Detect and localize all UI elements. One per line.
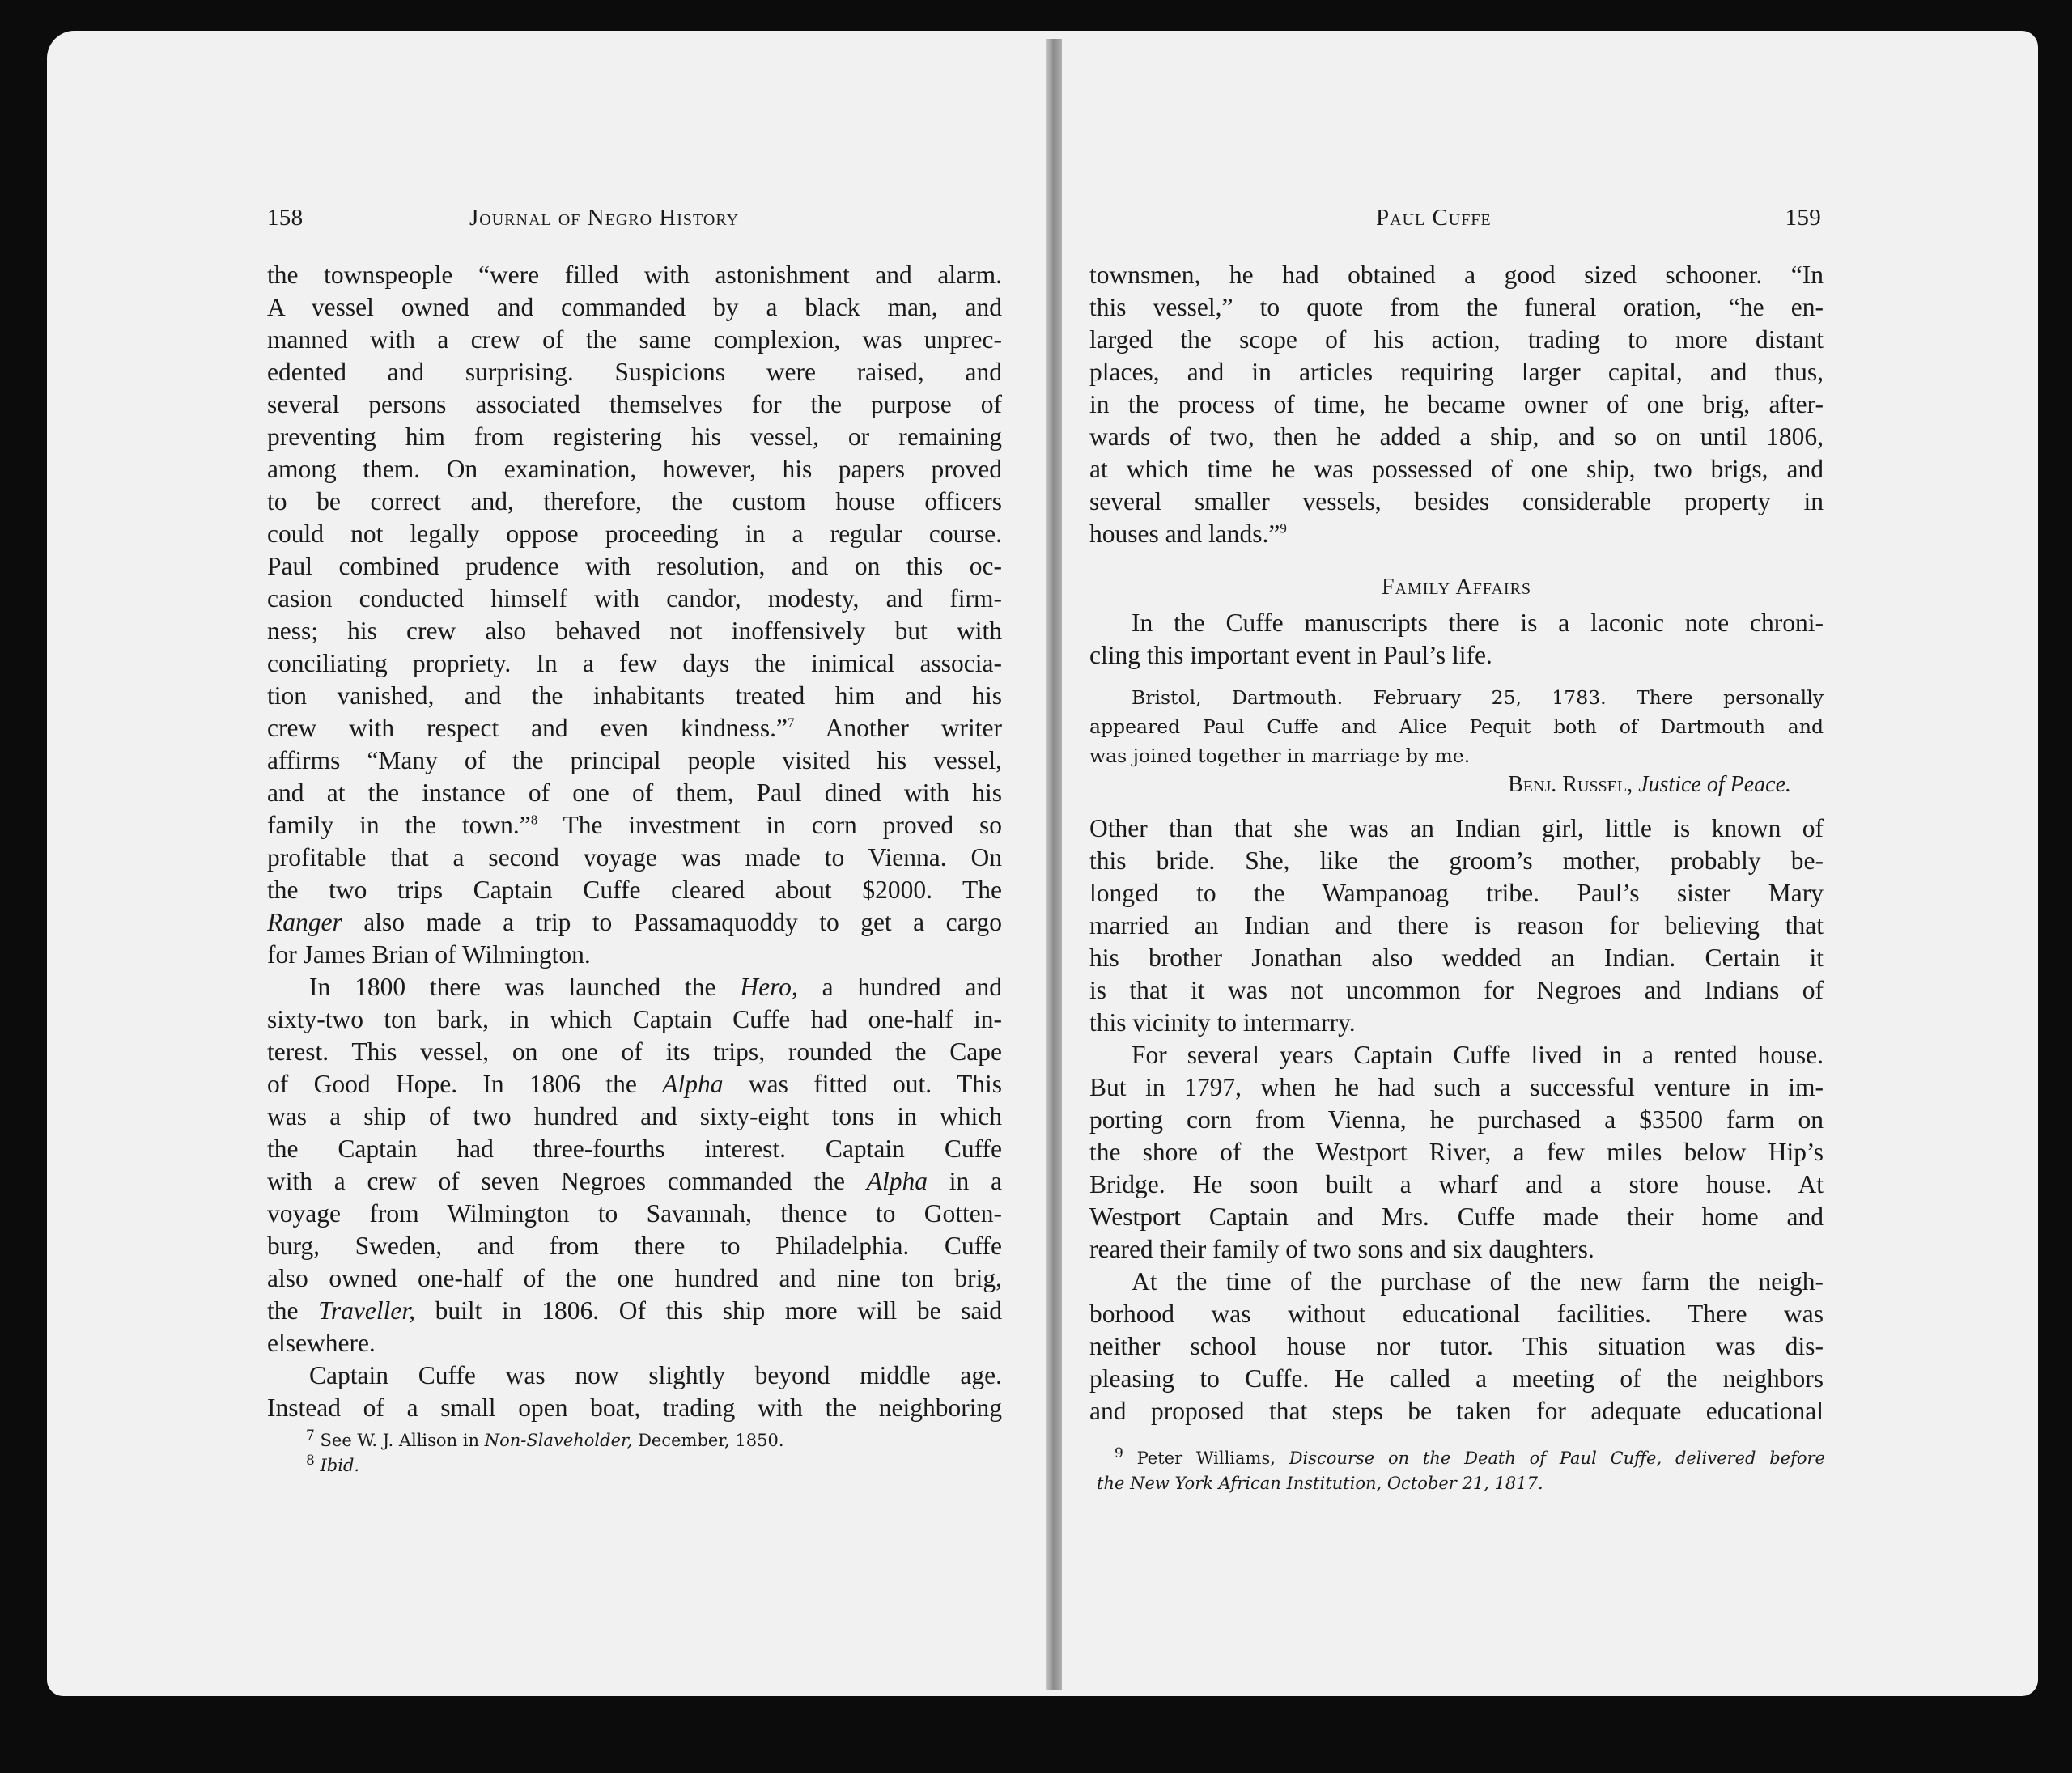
text-line: In the Cuffe manuscripts there is a laconic note chroni- [1132, 609, 1824, 637]
text-line: the shore of the Westport River, a few miles below Hip’s [1089, 1138, 1824, 1166]
text-line: voyage from Wilmington to Savannah, thence to Gotten- [267, 1199, 1002, 1228]
text-line: wards of two, then he added a ship, and so on until 1806, [1089, 422, 1824, 451]
text-line: the townspeople “were filled with astonishment and alarm. [267, 261, 1002, 289]
text-line [267, 809, 1002, 842]
text-line: terest. This vessel, on one of its trips, rounded the Cape [267, 1037, 1002, 1066]
text-line: sixty-two ton bark, in which Captain Cuffe had one-half in- [267, 1005, 1002, 1033]
text-line: townsmen, he had obtained a good sized schooner. “In [1089, 261, 1824, 289]
footnote-mark: 7 [306, 1427, 315, 1444]
text-line: several smaller vessels, besides considerable property in [1089, 487, 1824, 515]
signature-name: Benj. Russel, [1508, 772, 1633, 797]
text-line: neither school house nor tutor. This situation was dis- [1089, 1332, 1824, 1360]
text-line: for James Brian of Wilmington. [267, 940, 591, 969]
text-line [267, 971, 1002, 1003]
text-line: the two trips Captain Cuffe cleared about $2000. The [267, 876, 1002, 904]
text-line: Other than that she was an Indian girl, little is known of [1089, 814, 1824, 842]
line-text: family in the town.” [267, 811, 531, 839]
ship-name: Traveller, [318, 1296, 416, 1325]
section-heading: Family Affairs [1381, 575, 1532, 600]
letter-line: was joined together in marriage by me. [1089, 744, 1471, 767]
left-body [267, 259, 1002, 1424]
text-line [267, 1068, 1002, 1101]
text-line [267, 1165, 1002, 1198]
text-line: Westport Captain and Mrs. Cuffe made their home and [1089, 1203, 1824, 1231]
text-line: elsewhere. [267, 1329, 376, 1357]
footnote-text: See W. J. Allison in [320, 1431, 485, 1450]
text-line: porting corn from Vienna, he purchased a $3500 farm on [1089, 1105, 1824, 1134]
text-line: ness; his crew also behaved not inoffensively but with [267, 617, 1002, 645]
text-line: profitable that a second voyage was made to Vienna. On [267, 843, 1002, 872]
text-line: conciliating propriety. In a few days the inimical associa- [267, 649, 1002, 677]
text-line: Bridge. He soon built a wharf and a store house. At [1089, 1170, 1824, 1198]
ship-name: Alpha [662, 1070, 724, 1098]
footnote-9 [1097, 1446, 1825, 1496]
line-text: built in 1806. Of this ship more will be said [415, 1296, 1002, 1325]
text-line: longed to the Wampanoag tribe. Paul’s sister Mary [1089, 879, 1824, 907]
footnote-mark: 8 [306, 1453, 315, 1469]
footnote-line [1097, 1446, 1825, 1471]
text-line: burg, Sweden, and from there to Philadelphia. Cuffe [267, 1232, 1002, 1260]
footnote-ref-9[interactable]: 9 [1280, 520, 1287, 537]
book-spine [1046, 39, 1062, 1690]
line-text: also made a trip to Passamaquoddy to get a cargo [342, 908, 1002, 936]
footnote-7 [306, 1428, 1002, 1453]
text-line: in the process of time, he became owner of one brig, after- [1089, 390, 1824, 418]
text-line: the Captain had three-fourths interest. Captain Cuffe [267, 1135, 1002, 1163]
text-line: to be correct and, therefore, the custom house officers [267, 487, 1002, 515]
text-line: several persons associated themselves for the purpose of [267, 390, 1002, 418]
line-text: crew with respect and even kindness.” [267, 714, 788, 742]
text-line: For several years Captain Cuffe lived in a rented house. [1132, 1041, 1824, 1069]
page-number-left: 158 [267, 205, 304, 231]
text-line: casion conducted himself with candor, modesty, and firm- [267, 584, 1002, 613]
text-line: Paul combined prudence with resolution, and on this oc- [267, 552, 1002, 580]
letter-line: appeared Paul Cuffe and Alice Pequit both of Dartmouth and [1089, 715, 1824, 738]
line-text: Another writer [825, 714, 1002, 742]
signature [1089, 770, 1824, 801]
paragraph [1089, 812, 1824, 1427]
line-text: a hundred and [797, 973, 1002, 1001]
line-text: The investment in corn proved so [563, 811, 1003, 839]
left-footnotes [306, 1428, 1002, 1478]
text-line: this vicinity to intermarry. [1089, 1008, 1356, 1037]
text-line: at which time he was possessed of one ship, two brigs, and [1089, 455, 1824, 483]
ship-name: Ranger [267, 908, 342, 936]
footnote-title: the New York African Institution, October 21, 1817. [1097, 1474, 1543, 1493]
text-line: places, and in articles requiring larger capital, and thus, [1089, 358, 1824, 386]
text-line [267, 712, 1002, 744]
article-title: Paul Cuffe [1376, 205, 1492, 231]
left-running-header [267, 205, 805, 237]
text-line: tion vanished, and the inhabitants treated him and his [267, 681, 1002, 710]
text-line: Instead of a small open boat, trading with the neighboring [267, 1393, 1002, 1422]
footnote-8 [306, 1453, 1002, 1478]
page-number-right: 159 [1785, 205, 1821, 231]
text-line: reared their family of two sons and six daughters. [1089, 1235, 1594, 1263]
journal-title: Journal of Negro History [469, 205, 740, 231]
marriage-record [1089, 683, 1824, 801]
text-line: married an Indian and there is reason for believing that [1089, 911, 1824, 940]
signature-title: Justice of Peace. [1638, 772, 1791, 797]
right-body [1089, 259, 1824, 1427]
text-line [267, 1295, 1002, 1327]
text-line: pleasing to Cuffe. He called a meeting of the neighbors [1089, 1364, 1824, 1393]
letter-line: Bristol, Dartmouth. February 25, 1783. There personally [1132, 686, 1824, 709]
line-text: was fitted out. This [723, 1070, 1002, 1098]
text-line: and proposed that steps be taken for adequate educational [1089, 1397, 1824, 1425]
footnote-title: Non-Slaveholder, [484, 1431, 633, 1450]
text-line: Captain Cuffe was now slightly beyond middle age. [309, 1361, 1002, 1389]
footnote-title: Discourse on the Death of Paul Cuffe, delivered before [1289, 1449, 1825, 1468]
text-line: is that it was not uncommon for Negroes and Indians of [1089, 976, 1824, 1004]
footnote-ref-7[interactable]: 7 [787, 715, 795, 731]
text-line: preventing him from registering his vessel, or remaining [267, 422, 1002, 451]
text-line: A vessel owned and commanded by a black man, and [267, 293, 1002, 321]
text-line: manned with a crew of the same complexion, was unprec- [267, 325, 1002, 354]
text-line: was a ship of two hundred and sixty-eight tons in which [267, 1102, 1002, 1130]
text-line: cling this important event in Paul’s life. [1089, 641, 1492, 669]
line-text: of Good Hope. In 1806 the [267, 1070, 663, 1098]
ship-name: Hero, [740, 973, 798, 1001]
line-text: the [267, 1296, 319, 1325]
footnote-ref-8[interactable]: 8 [530, 812, 538, 828]
footnote-line [1097, 1471, 1825, 1496]
text-line: his brother Jonathan also wedded an Indian. Certain it [1089, 944, 1824, 972]
footnote-text: Peter Williams, [1136, 1449, 1289, 1468]
text-line: But in 1797, when he had such a successful venture in im- [1089, 1073, 1824, 1101]
footnote-title: Ibid. [320, 1456, 360, 1475]
text-line: among them. On examination, however, his papers proved [267, 455, 1002, 483]
line-text: with a crew of seven Negroes commanded the [267, 1167, 867, 1195]
line-text: in a [927, 1167, 1002, 1195]
right-running-header [1089, 205, 1821, 237]
footnote-mark: 9 [1115, 1445, 1123, 1461]
text-line: and at the instance of one of them, Paul dined with his [267, 778, 1002, 807]
text-line: At the time of the purchase of the new farm the neigh- [1132, 1267, 1824, 1296]
text-line: also owned one-half of the one hundred and nine ton brig, [267, 1264, 1002, 1292]
text-line: could not legally oppose proceeding in a regular course. [267, 520, 1002, 548]
text-line [1089, 518, 1824, 550]
ship-name: Alpha [866, 1167, 928, 1195]
line-text: houses and lands.” [1089, 520, 1280, 548]
text-line: borhood was without educational facilities. There was [1089, 1300, 1824, 1328]
text-line [267, 906, 1002, 939]
text-line: edented and surprising. Suspicions were raised, and [267, 358, 1002, 386]
text-line: affirms “Many of the principal people visited his vessel, [267, 746, 1002, 774]
text-line: this bride. She, like the groom’s mother, probably be- [1089, 846, 1824, 875]
text-line: larged the scope of his action, trading to more distant [1089, 325, 1824, 354]
line-text: In 1800 there was launched the [309, 973, 741, 1001]
footnote-text: December, 1850. [632, 1431, 784, 1450]
text-line: this vessel,” to quote from the funeral oration, “he en- [1089, 293, 1824, 321]
